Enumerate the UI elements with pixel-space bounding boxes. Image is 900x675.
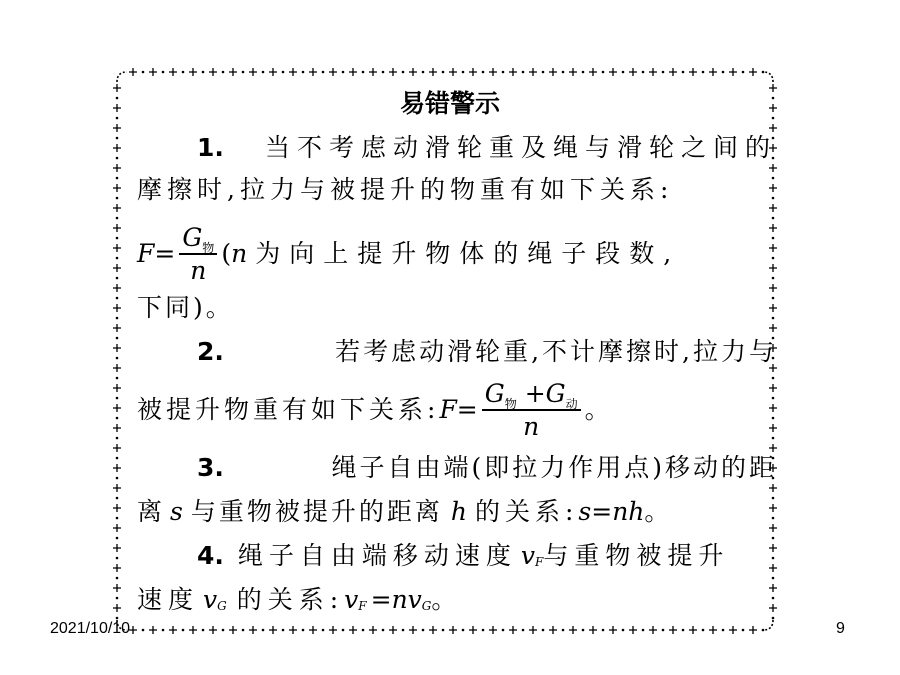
item-1-text-3: 为向上提升物体的绳子段数,	[255, 239, 681, 268]
item-4-v-sub: F	[535, 555, 544, 569]
border-star-mark	[113, 564, 121, 572]
item-2-number: 2.	[197, 337, 224, 366]
item-2-G2-sub: 动	[565, 397, 578, 411]
border-dot-mark	[602, 629, 605, 632]
border-star-mark	[649, 68, 657, 76]
item-3-text-1: 绳子自由端(即拉力作用点)移动的距	[331, 453, 777, 482]
border-dot-mark	[116, 577, 119, 580]
border-star-mark	[309, 68, 317, 76]
item-3-s: s	[170, 497, 183, 526]
border-star-mark	[113, 324, 121, 332]
border-dot-mark	[462, 71, 465, 74]
footer-date: 2021/10/10	[50, 620, 131, 637]
item-4-v: v	[520, 541, 536, 570]
border-dot-mark	[722, 629, 725, 632]
border-star-mark	[729, 626, 737, 634]
item-2-n: n	[523, 412, 540, 441]
border-corner	[763, 72, 773, 82]
border-star-mark	[429, 626, 437, 634]
border-dot-mark	[442, 629, 445, 632]
item-4-f1-sub: F	[358, 599, 367, 613]
border-star-mark	[113, 264, 121, 272]
item-2-G1-sub: 物	[504, 397, 517, 411]
border-star-mark	[469, 626, 477, 634]
item-2-fraction	[482, 381, 581, 439]
border-star-mark	[129, 626, 137, 634]
item-2-line-1	[137, 332, 777, 372]
item-4-feq: =nv	[370, 585, 422, 614]
border-dot-mark	[772, 577, 775, 580]
border-dot-mark	[162, 71, 165, 74]
border-dot-mark	[142, 629, 145, 632]
border-dot-mark	[116, 157, 119, 160]
border-star-mark	[549, 68, 557, 76]
item-1-text-1: 当不考虑动滑轮重及绳与滑轮之间的	[264, 133, 777, 162]
border-dot-mark	[202, 71, 205, 74]
border-star-mark	[509, 68, 517, 76]
item-4-text-2a: 速度	[137, 585, 200, 614]
border-dot-mark	[116, 137, 119, 140]
border-dot-mark	[262, 629, 265, 632]
border-star-mark	[409, 68, 417, 76]
border-dot-mark	[116, 217, 119, 220]
item-1-n: n	[190, 256, 207, 285]
border-star-mark	[449, 68, 457, 76]
border-star-mark	[749, 68, 757, 76]
border-star-mark	[369, 626, 377, 634]
border-star-mark	[249, 68, 257, 76]
border-dot-mark	[642, 71, 645, 74]
item-1-line-3	[137, 224, 777, 284]
border-star-mark	[113, 544, 121, 552]
border-star-mark	[469, 68, 477, 76]
border-star-mark	[113, 304, 121, 312]
item-1-line-2	[137, 170, 777, 210]
border-star-mark	[113, 524, 121, 532]
border-dot-mark	[242, 629, 245, 632]
border-star-mark	[409, 626, 417, 634]
border-dot-mark	[542, 629, 545, 632]
border-dot-mark	[162, 629, 165, 632]
item-1-paren-n: n	[231, 239, 248, 268]
border-dot-mark	[116, 557, 119, 560]
item-4-line-1	[137, 536, 837, 576]
item-4-text-1a: 绳子自由端移动速度	[237, 541, 517, 570]
border-star-mark	[113, 404, 121, 412]
border-dot-mark	[622, 629, 625, 632]
item-2-plus: +	[524, 379, 546, 408]
item-2-line-2	[137, 378, 777, 442]
border-star-mark	[489, 68, 497, 76]
border-star-mark	[113, 504, 121, 512]
border-star-mark	[709, 68, 717, 76]
border-star-mark	[113, 364, 121, 372]
item-2-text-2: 被提升物重有如下关系:	[137, 395, 440, 424]
border-dot-mark	[302, 629, 305, 632]
border-star-mark	[629, 68, 637, 76]
border-star-mark	[113, 164, 121, 172]
border-star-mark	[569, 626, 577, 634]
border-star-mark	[149, 626, 157, 634]
border-star-mark	[449, 626, 457, 634]
border-dot-mark	[542, 71, 545, 74]
border-star-mark	[113, 284, 121, 292]
border-star-mark	[113, 184, 121, 192]
border-star-mark	[349, 68, 357, 76]
border-dot-mark	[182, 629, 185, 632]
border-dot-mark	[302, 71, 305, 74]
border-dot-mark	[202, 629, 205, 632]
item-4-f1: v	[344, 585, 359, 614]
border-dot-mark	[116, 417, 119, 420]
border-dot-mark	[502, 629, 505, 632]
item-4-text-2b: 的关系:	[236, 585, 345, 614]
border-dot-mark	[322, 629, 325, 632]
item-1-G-sub: 物	[202, 241, 215, 255]
item-4-f2-sub: G	[421, 599, 432, 613]
border-dot-mark	[772, 217, 775, 220]
item-4-vg: v	[203, 585, 218, 614]
item-4-text-1b: 与重物被提升	[543, 541, 730, 570]
item-1-paren: (	[221, 239, 232, 268]
border-dot-mark	[262, 71, 265, 74]
border-dot-mark	[116, 277, 119, 280]
border-dot-mark	[362, 71, 365, 74]
border-star-mark	[589, 626, 597, 634]
border-dot-mark	[182, 71, 185, 74]
border-dot-mark	[502, 71, 505, 74]
border-star-mark	[209, 68, 217, 76]
border-star-mark	[529, 626, 537, 634]
border-dot-mark	[382, 71, 385, 74]
border-dot-mark	[482, 71, 485, 74]
border-dot-mark	[402, 71, 405, 74]
border-star-mark	[113, 424, 121, 432]
border-dot-mark	[702, 629, 705, 632]
border-dot-mark	[682, 71, 685, 74]
border-star-mark	[113, 444, 121, 452]
border-dot-mark	[582, 71, 585, 74]
item-4-end: 。	[431, 585, 457, 614]
border-star-mark	[269, 626, 277, 634]
border-star-mark	[209, 626, 217, 634]
border-dot-mark	[642, 629, 645, 632]
border-star-mark	[129, 68, 137, 76]
border-star-mark	[113, 344, 121, 352]
border-dot-mark	[622, 71, 625, 74]
border-star-mark	[113, 484, 121, 492]
border-star-mark	[309, 626, 317, 634]
box-title: 易错警示	[399, 89, 500, 118]
border-star-mark	[113, 144, 121, 152]
item-1-text-2: 摩擦时,拉力与被提升的物重有如下关系:	[137, 175, 674, 204]
border-dot-mark	[242, 71, 245, 74]
border-star-mark	[189, 626, 197, 634]
border-dot-mark	[116, 537, 119, 540]
item-3-text-2b: 与重物被提升的距离	[190, 497, 443, 526]
border-dot-mark	[422, 629, 425, 632]
border-dot-mark	[322, 71, 325, 74]
item-1-line-4	[137, 288, 777, 328]
border-dot-mark	[116, 317, 119, 320]
border-star-mark	[113, 464, 121, 472]
border-dot-mark	[702, 71, 705, 74]
border-dot-mark	[342, 629, 345, 632]
border-dot-mark	[116, 477, 119, 480]
border-dot-mark	[342, 71, 345, 74]
border-star-mark	[529, 68, 537, 76]
item-4-vg-sub: G	[217, 599, 227, 613]
border-dot-mark	[562, 629, 565, 632]
border-dot-mark	[116, 257, 119, 260]
item-1-G: G	[182, 223, 203, 252]
border-star-mark	[349, 626, 357, 634]
border-star-mark	[229, 68, 237, 76]
border-dot-mark	[422, 71, 425, 74]
border-star-mark	[689, 626, 697, 634]
border-dot-mark	[116, 377, 119, 380]
border-dot-mark	[116, 517, 119, 520]
border-star-mark	[689, 68, 697, 76]
border-dot-mark	[522, 629, 525, 632]
item-3-end: 。	[644, 497, 670, 526]
item-1-number: 1.	[197, 133, 224, 162]
border-star-mark	[289, 68, 297, 76]
border-star-mark	[329, 68, 337, 76]
border-star-mark	[669, 68, 677, 76]
item-3-line-1	[137, 448, 777, 488]
item-3-number: 3.	[197, 453, 224, 482]
border-dot-mark	[462, 629, 465, 632]
border-star-mark	[609, 626, 617, 634]
border-star-mark	[649, 626, 657, 634]
border-dot-mark	[362, 629, 365, 632]
border-dot-mark	[442, 71, 445, 74]
item-2-F: F	[439, 395, 457, 424]
border-star-mark	[489, 626, 497, 634]
item-3-h: h	[450, 497, 467, 526]
border-star-mark	[113, 384, 121, 392]
border-dot-mark	[222, 71, 225, 74]
item-3-text-2c: 的关系:	[474, 497, 579, 526]
border-dot-mark	[116, 457, 119, 460]
border-star-mark	[113, 224, 121, 232]
border-star-mark	[389, 626, 397, 634]
border-star-mark	[289, 626, 297, 634]
border-star-mark	[113, 204, 121, 212]
item-4-line-2	[137, 580, 777, 620]
item-1-fraction	[179, 225, 217, 283]
border-dot-mark	[116, 617, 119, 620]
border-star-mark	[229, 626, 237, 634]
border-dot-mark	[742, 71, 745, 74]
border-star-mark	[749, 626, 757, 634]
border-star-mark	[249, 626, 257, 634]
border-dot-mark	[482, 629, 485, 632]
item-1-F: F	[137, 239, 155, 268]
footer-page-number: 9	[836, 620, 845, 637]
border-star-mark	[169, 626, 177, 634]
border-dot-mark	[562, 71, 565, 74]
border-star-mark	[549, 626, 557, 634]
item-2-text-1: 若考虑动滑轮重,不计摩擦时,拉力与	[335, 337, 777, 366]
border-dot-mark	[116, 437, 119, 440]
item-4-number: 4.	[197, 541, 224, 570]
item-2-equals: =	[456, 395, 478, 424]
border-dot-mark	[116, 337, 119, 340]
border-dot-mark	[682, 629, 685, 632]
border-dot-mark	[116, 197, 119, 200]
border-star-mark	[729, 68, 737, 76]
border-dot-mark	[602, 71, 605, 74]
border-dot-mark	[116, 397, 119, 400]
border-star-mark	[169, 68, 177, 76]
border-dot-mark	[116, 177, 119, 180]
border-dot-mark	[116, 357, 119, 360]
item-3-text-2a: 离	[137, 497, 163, 526]
border-dot-mark	[742, 629, 745, 632]
border-dot-mark	[662, 71, 665, 74]
item-2-end: 。	[584, 395, 610, 424]
border-dot-mark	[116, 497, 119, 500]
item-1-line-1	[137, 128, 777, 168]
border-star-mark	[389, 68, 397, 76]
border-star-mark	[569, 68, 577, 76]
border-star-mark	[113, 124, 121, 132]
border-star-mark	[709, 626, 717, 634]
border-star-mark	[113, 604, 121, 612]
border-dot-mark	[382, 629, 385, 632]
border-dot-mark	[282, 629, 285, 632]
border-star-mark	[589, 68, 597, 76]
border-corner	[763, 620, 773, 630]
item-1-text-4: 下同)。	[137, 293, 234, 322]
item-3-line-2	[137, 492, 777, 532]
border-star-mark	[149, 68, 157, 76]
border-dot-mark	[222, 629, 225, 632]
border-star-mark	[113, 584, 121, 592]
border-star-mark	[329, 626, 337, 634]
border-star-mark	[629, 626, 637, 634]
border-dot-mark	[722, 71, 725, 74]
border-star-mark	[269, 68, 277, 76]
border-dot-mark	[282, 71, 285, 74]
border-dot-mark	[142, 71, 145, 74]
border-dot-mark	[402, 629, 405, 632]
item-3-formula: s=nh	[578, 497, 645, 526]
item-1-equals: =	[154, 239, 176, 268]
border-dot-mark	[522, 71, 525, 74]
border-dot-mark	[116, 597, 119, 600]
border-dot-mark	[662, 629, 665, 632]
border-dot-mark	[582, 629, 585, 632]
border-star-mark	[429, 68, 437, 76]
item-2-G2: G	[545, 379, 566, 408]
border-dot-mark	[116, 297, 119, 300]
border-corner	[117, 72, 127, 82]
border-star-mark	[369, 68, 377, 76]
border-star-mark	[669, 626, 677, 634]
item-2-G1: G	[484, 379, 505, 408]
border-star-mark	[609, 68, 617, 76]
border-dot-mark	[116, 237, 119, 240]
border-star-mark	[113, 244, 121, 252]
border-star-mark	[509, 626, 517, 634]
border-star-mark	[189, 68, 197, 76]
